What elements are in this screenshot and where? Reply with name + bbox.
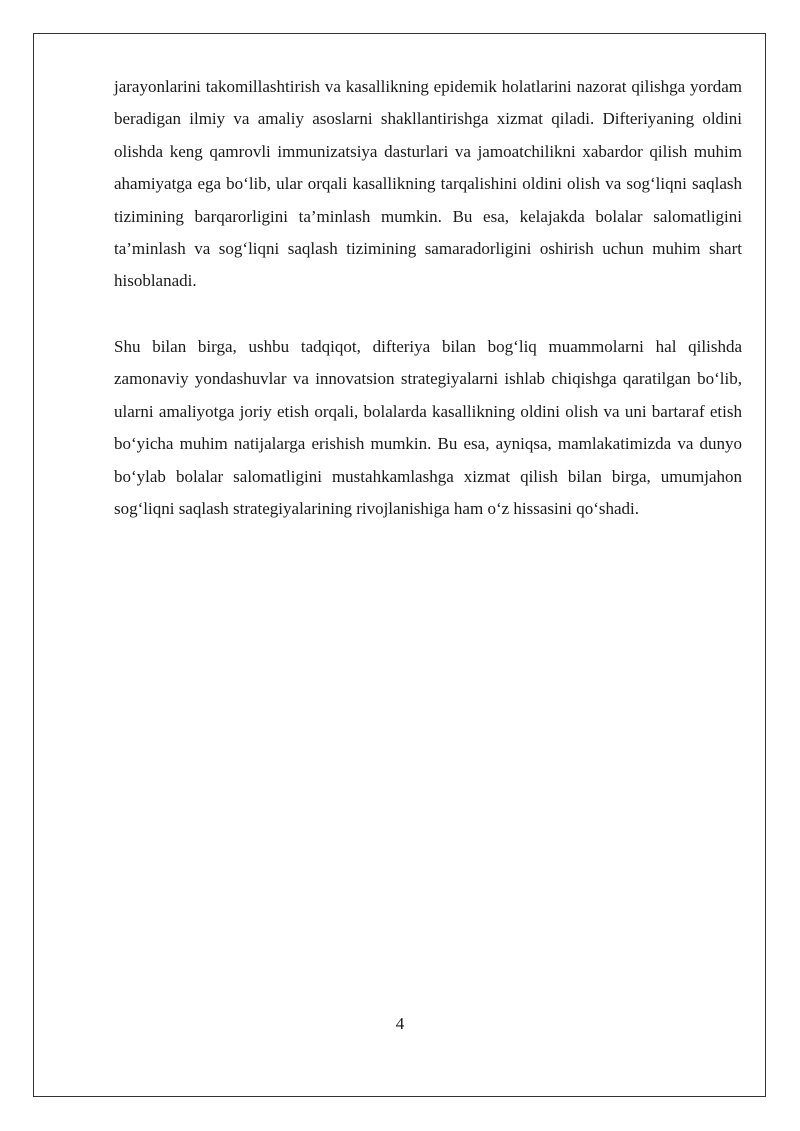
body-paragraph-2: Shu bilan birga, ushbu tadqiqot, difteriya bilan bog‘liq muammolarni hal qilishda zamonaviy yondashuvlar va innovatsion strategiyalarni ishlab chiqishga qaratilgan bo‘lib, ularni amaliyotga joriy etish orqali, bolalarda kasallikning oldini olish va uni bartaraf etish bo‘yicha muhim natijalarga erishish mumkin. Bu esa, ayniqsa, mamlakatimizda va dunyo bo‘ylab bolalar salomatligini mustahkamlashga xizmat qilish bilan birga, umumjahon sog‘liqni saqlash strategiyalarining rivojlanishiga ham o‘z hissasini qo‘shadi. (114, 337, 742, 519)
page-number: 4 (395, 1014, 405, 1033)
body-paragraph-1: jarayonlarini takomillashtirish va kasallikning epidemik holatlarini nazorat qilishga yordam beradigan ilmiy va amaliy asoslarni shakllantirishga xizmat qiladi. Difteriyaning oldini olishda keng qamrovli immunizatsiya dasturlari va jamoatchilikni xabardor qilish muhim ahamiyatga ega bo‘lib, ular orqali kasallikning tarqalishini oldini olish va sog‘liqni saqlash tizimining barqarorligini ta’minlash mumkin. Bu esa, kelajakda bolalar salomatligini ta’minlash va sog‘liqni saqlash tizimining samaradorligini oshirish uchun muhim shart hisoblanadi. (114, 77, 742, 291)
